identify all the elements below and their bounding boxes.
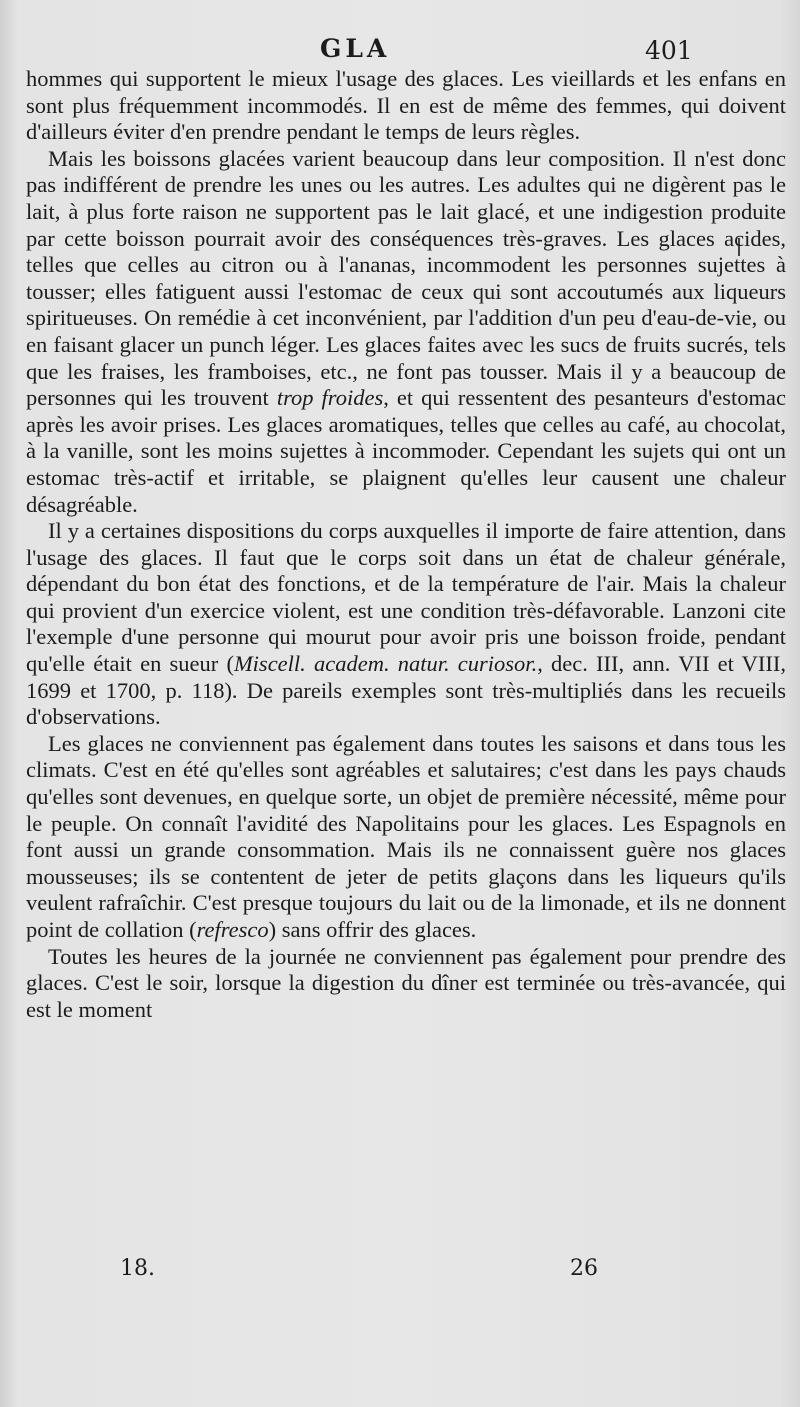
body-text [26, 66, 786, 1023]
running-title: GLA [320, 34, 391, 63]
paragraph [26, 944, 786, 1024]
paragraph [26, 731, 786, 944]
paragraph [26, 146, 786, 518]
text-run: Mais les boissons glacées varient beaucoup dans leur composition. Il n'est donc pas indifférent de prendre les unes ou les autres. Les adultes qui ne digèrent pas le lait, à plus forte raison ne supportent pas le lait glacé, et une indigestion produite par cette boisson pourrait avoir des conséquences très-graves. Les glaces acides, telles que celles au citron ou à l'ananas, incommodent les personnes sujettes à tousser; elles fatiguent aussi l'estomac de ceux qui sont accoutumés aux liqueurs spiritueuses. On remédie à cet inconvénient, par l'addition d'un peu d'eau-de-vie, ou en faisant glacer un punch léger. Les glaces faites avec les sucs de fruits sucrés, tels que les fraises, les framboises, etc., ne font pas tousser. Mais il y a beaucoup de personnes qui les trouvent [26, 145, 786, 411]
signature-mark-right: 26 [570, 1256, 598, 1281]
text-run: Les glaces ne conviennent pas également dans toutes les saisons et dans tous les climats. C'est en été qu'elles sont agréables et salutaires; c'est dans les pays chauds qu'elles sont devenues, en quelque sorte, un objet de première nécessité, même pour le peuple. On connaît l'avidité des Napolitains pour les glaces. Les Espagnols en font aussi un grande consommation. Mais ils ne connaissent guère nos glaces mousseuses; ils se contentent de jeter de petits glaçons dans les liqueurs qu'ils veulent rafraîchir. C'est presque toujours du lait ou de la limonade, et ils ne donnent point de collation ( [26, 730, 786, 942]
italic-text: trop froides [276, 385, 384, 411]
page-number: 401 [645, 36, 693, 65]
text-run: , et qui ressentent des pesanteurs d'estomac après les avoir prises. Les glaces aromatiques, telles que celles au café, au chocolat, à la vanille, sont les moins sujettes à incommoder. Cependant les sujets qui ont un estomac très-actif et irritable, se plaignent qu'elles leur causent une chaleur désagréable. [26, 385, 786, 517]
signature-mark-left: 18. [120, 1256, 155, 1281]
text-run: Il y a certaines dispositions du corps auxquelles il importe de faire attention, dans l'usage des glaces. Il faut que le corps soit dans un état de chaleur générale, dépendant du bon état des fonctions, et de la température de l'air. Mais la chaleur qui provient d'un exercice violent, est une condition très-défavorable. Lanzoni cite l'exemple d'une personne qui mourut pour avoir pris une boisson froide, pendant qu'elle était en sueur ( [26, 518, 786, 677]
italic-text: refresco [196, 917, 269, 942]
text-run: ) sans offrir des glaces. [268, 917, 477, 942]
paragraph [26, 66, 786, 146]
paragraph [26, 518, 786, 731]
text-run: Toutes les heures de la journée ne conviennent pas également pour prendre des glaces. C'est le soir, lorsque la digestion du dîner est terminée ou très-avancée, qui est le moment [26, 943, 786, 1022]
text-run: , dec. III, ann. VII et VIII, 1699 et 1700, p. 118). De pareils exemples sont très-multipliés dans les recueils d'observations. [26, 651, 786, 730]
italic-text: Miscell. academ. natur. curiosor. [233, 651, 538, 677]
page-footer [0, 1256, 800, 1292]
text-run: hommes qui supportent le mieux l'usage des glaces. Les vieillards et les enfans en sont plus fréquemment incommodés. Il en est de même des femmes, qui doivent d'ailleurs éviter d'en prendre pendant le temps de leurs règles. [26, 66, 786, 145]
